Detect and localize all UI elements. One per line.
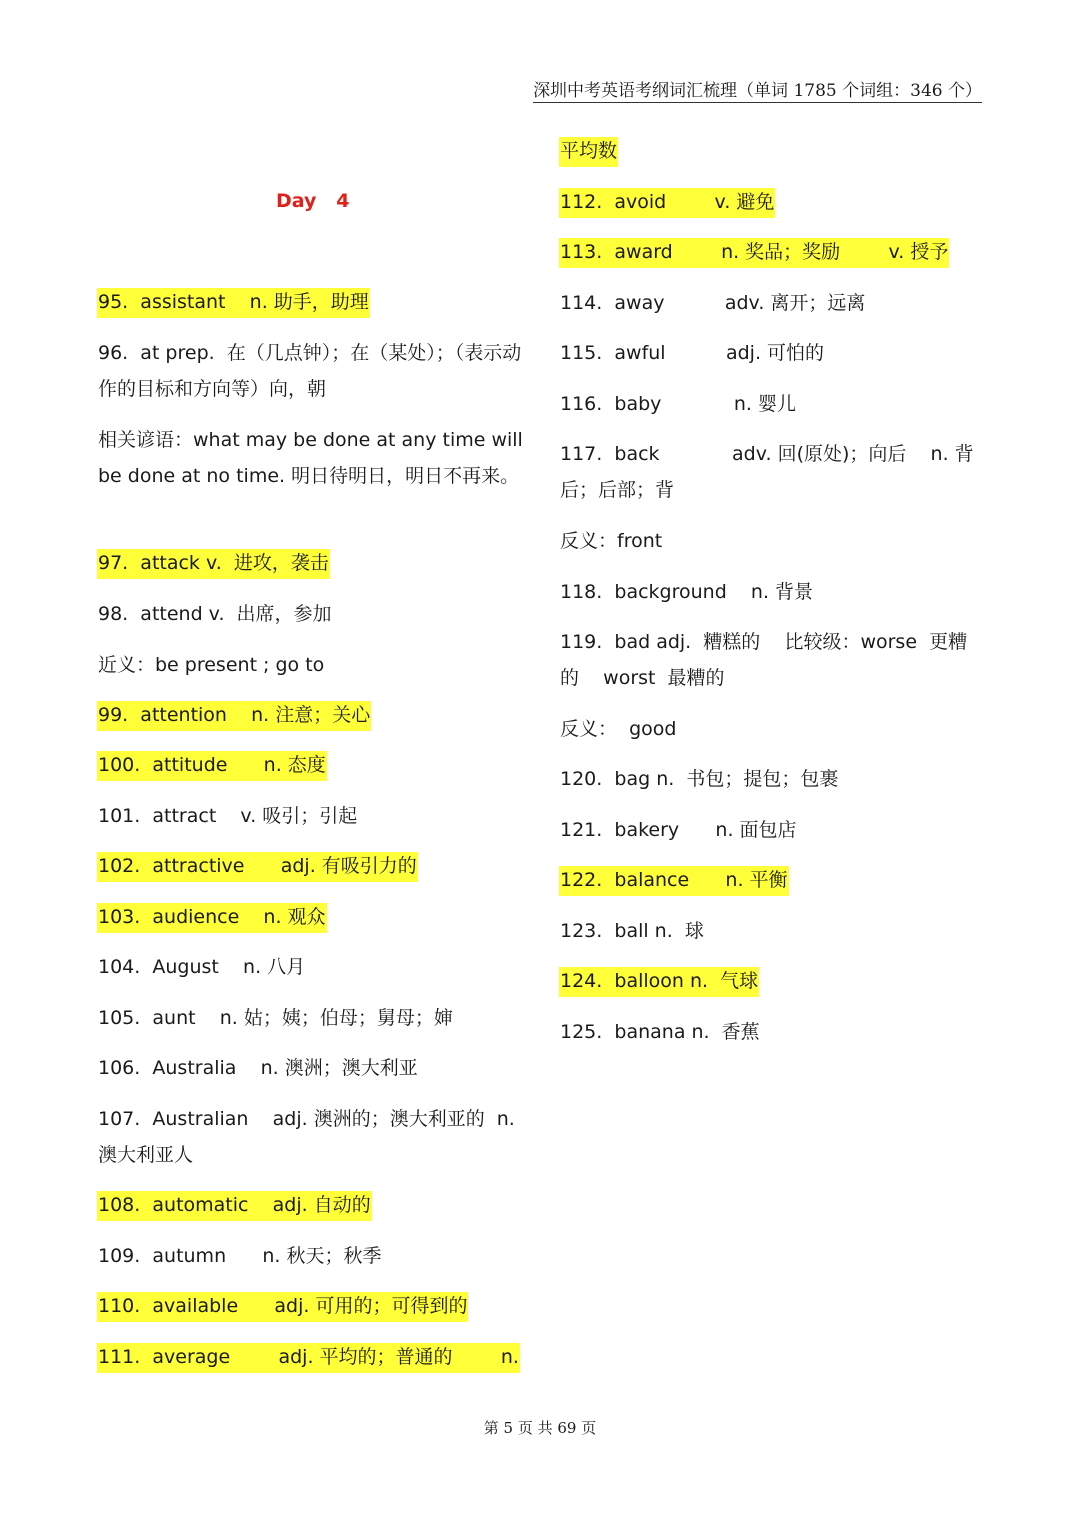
vocab-entry xyxy=(560,761,985,797)
vocab-entry-text: 95. assistant n. 助手，助理 xyxy=(98,289,369,317)
vocab-entry xyxy=(98,1339,526,1375)
vocab-entry-text: 109. autumn n. 秋天；秋季 xyxy=(98,1245,382,1267)
vocab-note-text: 近义：be present ; go to xyxy=(98,654,325,676)
vocab-entry-text: 平均数 xyxy=(560,138,617,166)
vocab-note-text: 相关谚语：what may be done at any time will be done at no time. 明日待明日，明日不再来。 xyxy=(98,429,529,487)
vocab-entry xyxy=(560,1014,985,1050)
vocab-entry xyxy=(98,1238,526,1274)
document-header: 深圳中考英语考纲词汇梳理（单词 1785 个词组：346 个） xyxy=(533,76,982,103)
vocab-note xyxy=(98,647,526,683)
vocab-entry-text: 103. audience n. 观众 xyxy=(98,904,326,932)
vocab-entry-text: 108. automatic adj. 自动的 xyxy=(98,1192,371,1220)
vocab-note xyxy=(560,523,985,559)
vocab-entry-text: 101. attract v. 吸引；引起 xyxy=(98,805,358,827)
vocab-entry-text: 106. Australia n. 澳洲；澳大利亚 xyxy=(98,1057,418,1079)
vocab-entry xyxy=(98,284,526,320)
vocab-entry xyxy=(98,848,526,884)
vocab-entry-text: 97. attack v. 进攻，袭击 xyxy=(98,550,329,578)
vocab-entry-text: 124. balloon n. 气球 xyxy=(560,968,758,996)
vocab-entry xyxy=(98,1000,526,1036)
vocab-entry-text: 117. back adv. 回(原处)；向后 n. 背后；后部；背 xyxy=(560,443,974,501)
vocab-entry xyxy=(560,574,985,610)
vocab-entry-text: 121. bakery n. 面包店 xyxy=(560,819,797,841)
vocab-entry-text: 115. awful adj. 可怕的 xyxy=(560,342,825,364)
vocab-entry-text: 112. avoid v. 避免 xyxy=(560,189,774,217)
vocab-entry-text: 118. background n. 背景 xyxy=(560,581,814,603)
vocab-entry-text: 107. Australian adj. 澳洲的；澳大利亚的 n. 澳大利亚人 xyxy=(98,1108,521,1166)
vocab-entry xyxy=(560,386,985,422)
vocab-note xyxy=(98,422,529,494)
vocab-entry xyxy=(560,285,985,321)
vocab-entry-text: 98. attend v. 出席，参加 xyxy=(98,603,332,625)
vocab-entry-text: 104. August n. 八月 xyxy=(98,956,306,978)
vocab-entry xyxy=(98,1101,526,1173)
vocab-note-text: 反义： good xyxy=(560,718,677,740)
vocab-entry xyxy=(98,697,526,733)
vocab-entry-text: 100. attitude n. 态度 xyxy=(98,752,326,780)
vocab-entry xyxy=(560,133,985,169)
vocab-entry xyxy=(98,1050,526,1086)
vocab-entry xyxy=(98,596,526,632)
vocab-entry xyxy=(98,335,526,407)
vocab-entry xyxy=(98,747,526,783)
page-number: 第 5 页 共 69 页 xyxy=(483,1419,597,1437)
vocab-entry-text: 96. at prep. 在（几点钟）；在（某处）；（表示动作的目标和方向等）向，朝 xyxy=(98,342,522,400)
vocab-entry-text: 119. bad adj. 糟糕的 比较级：worse 更糟的 worst 最糟的 xyxy=(560,631,968,689)
vocab-entry-text: 114. away adv. 离开；远离 xyxy=(560,292,866,314)
vocab-entry xyxy=(560,184,985,220)
vocab-note-text: 反义：front xyxy=(560,530,663,552)
vocab-entry xyxy=(560,963,985,999)
vocab-entry xyxy=(560,234,985,270)
vocab-entry xyxy=(98,899,526,935)
vocab-entry xyxy=(98,949,526,985)
vocab-entry-text: 102. attractive adj. 有吸引力的 xyxy=(98,853,417,881)
vocab-note xyxy=(560,711,985,747)
vocab-entry xyxy=(560,335,985,371)
vocab-entry-text: 125. banana n. 香蕉 xyxy=(560,1021,760,1043)
vocab-entry xyxy=(560,624,985,696)
vocab-entry-text: 99. attention n. 注意；关心 xyxy=(98,702,370,730)
vocab-entry-text: 111. average adj. 平均的；普通的 n. xyxy=(98,1344,519,1372)
vocab-entry xyxy=(98,798,526,834)
vocab-entry-text: 113. award n. 奖品；奖励 v. 授予 xyxy=(560,239,948,267)
vocab-entry xyxy=(560,436,985,508)
vocab-entry xyxy=(98,1187,526,1223)
vocab-entry-text: 105. aunt n. 姑；姨；伯母；舅母；婶 xyxy=(98,1007,453,1029)
vocab-entry-text: 123. ball n. 球 xyxy=(560,920,704,942)
vocab-entry xyxy=(560,913,985,949)
vocab-entry xyxy=(98,545,526,581)
vocab-entry xyxy=(560,862,985,898)
vocab-entry-text: 110. available adj. 可用的；可得到的 xyxy=(98,1293,467,1321)
vocab-entry xyxy=(98,1288,526,1324)
vocab-entry-text: 120. bag n. 书包；提包；包裹 xyxy=(560,768,839,790)
day-title: Day 4 xyxy=(276,190,350,212)
vocab-entry-text: 116. baby n. 婴儿 xyxy=(560,393,796,415)
vocab-entry xyxy=(560,812,985,848)
vocab-entry-text: 122. balance n. 平衡 xyxy=(560,867,788,895)
